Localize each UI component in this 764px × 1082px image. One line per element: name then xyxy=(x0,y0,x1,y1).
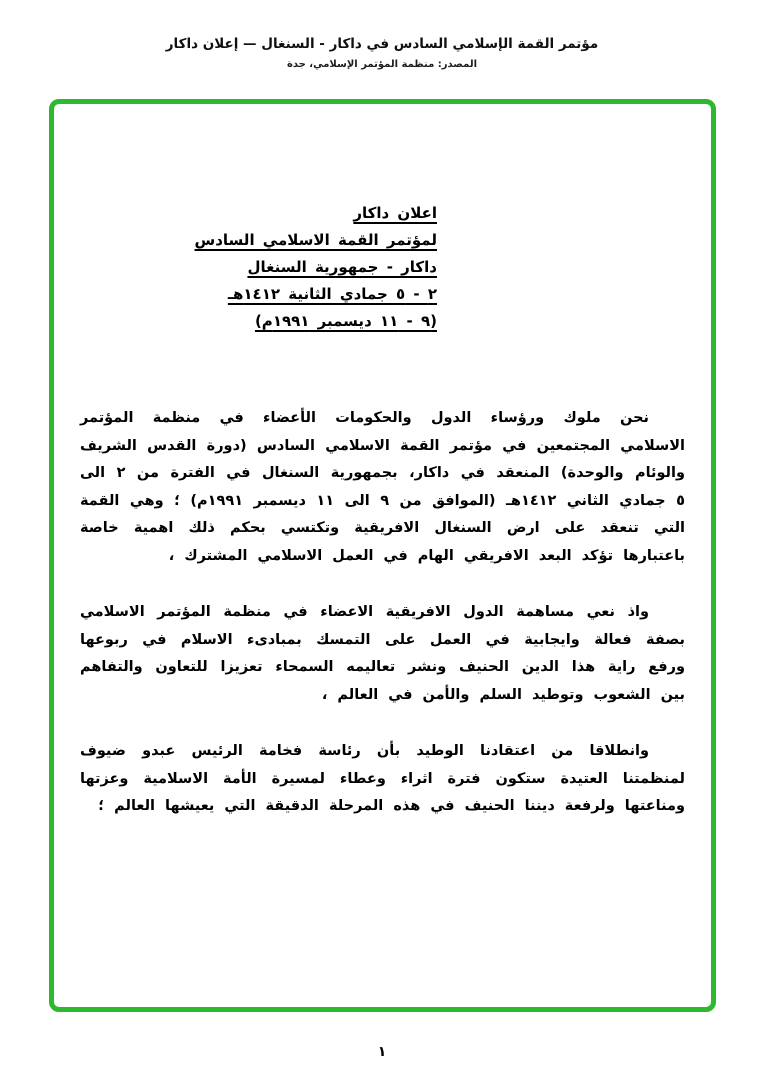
doc-paragraph-3: وانطلاقا من اعتقادنا الوطيد بأن رئاسة فخامة الرئيس عبدو ضيوف لمنظمتنا العتيدة ستكون فترة اثراء وعطاء لمسيرة الأمة الاسلامية وعزتها ومناعتها ولرفعة ديننا الحنيف في هذه المرحلة الدقيقة التي يعيشها العالم ؛ xyxy=(80,743,685,814)
document-source-line: المصدر: منظمة المؤتمر الإسلامي، جدة xyxy=(286,59,478,70)
doc-paragraph-1: نحن ملوك ورؤساء الدول والحكومات الأعضاء في منظمة المؤتمر الاسلامي المجتمعين في مؤتمر القمة الاسلامي السادس (دورة القدس الشريف والوئام والوحدة) المنعقد في داكار، بجمهورية السنغال في الفترة من ٢ الى ٥ جمادي الثاني ١٤١٢هـ (الموافق من ٩ الى ١١ ديسمبر ١٩٩١م) ؛ وهي القمة التي تنعقد على ارض السنغال الافريقية وتكتسي بحكم ذلك اهمية خاصة باعتبارها تؤكد البعد الافريقي الهام في العمل الاسلامي المشترك ، xyxy=(80,410,685,564)
doc-title-line-5: (٩ - ١١ ديسمبر ١٩٩١م) xyxy=(254,312,437,330)
document-green-frame xyxy=(49,99,716,1012)
document-title-block xyxy=(80,104,685,335)
page-header xyxy=(0,0,764,70)
doc-title-line-1: اعلان داكار xyxy=(353,204,437,222)
page-number: ١ xyxy=(377,1044,387,1060)
doc-title-line-2: لمؤتمر القمة الاسلامي السادس xyxy=(194,231,437,249)
document-header-title: مؤتمر القمة الإسلامي السادس في داكار - السنغال — إعلان داكار xyxy=(165,36,599,52)
doc-title-line-4: ٢ - ٥ جمادي الثانية ١٤١٢هـ xyxy=(227,285,437,303)
document-body xyxy=(54,104,711,1007)
document-paragraphs xyxy=(80,405,685,821)
doc-paragraph-2: واذ نعي مساهمة الدول الافريقية الاعضاء في منظمة المؤتمر الاسلامي بصفة فعالة وايجابية في العمل على التمسك بمبادىء الاسلام في ربوعها ورفع راية هذا الدين الحنيف ونشر تعاليمه السمحاء تعزيزا للتعاون والتفاهم بين الشعوب وتوطيد السلم والأمن في العالم ، xyxy=(80,604,685,703)
doc-title-line-3: داكار - جمهورية السنغال xyxy=(247,258,437,276)
